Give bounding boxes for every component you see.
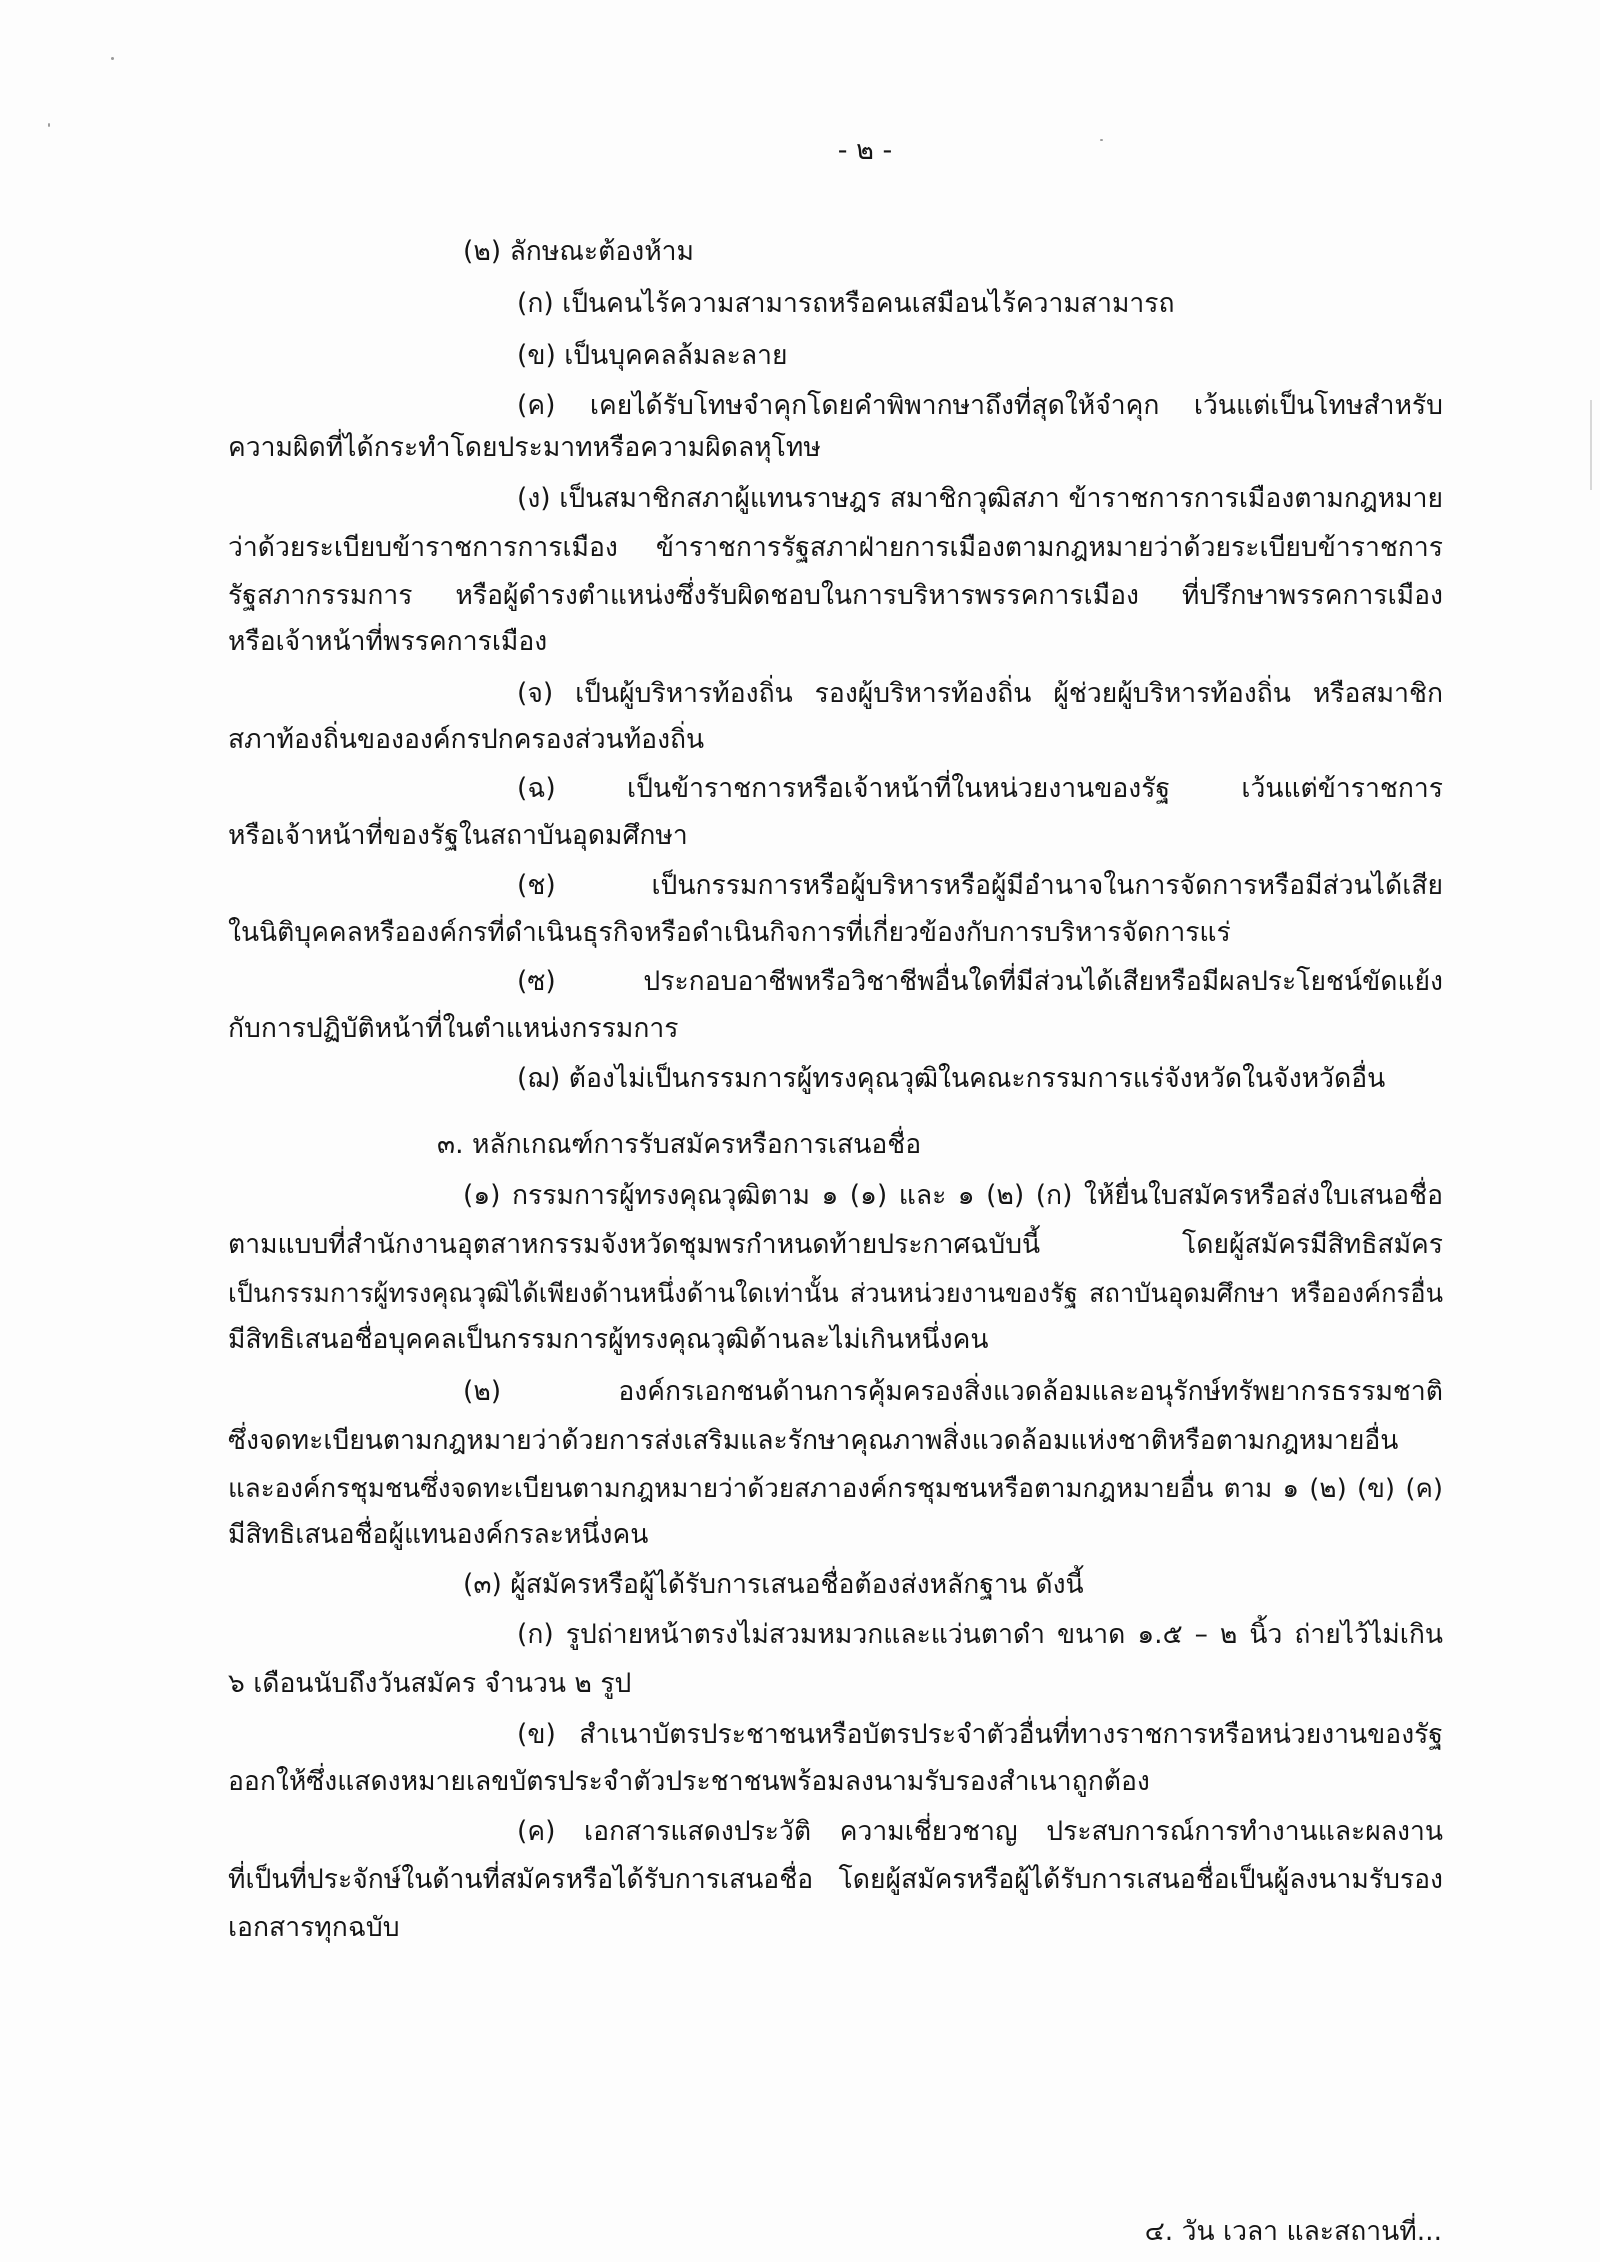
doc-line: (ฉ) เป็นข้าราชการหรือเจ้าหน้าที่ในหน่วยงานของรัฐ เว้นแต่ข้าราชการ	[517, 773, 1443, 804]
doc-line: หรือเจ้าหน้าที่พรรคการเมือง	[228, 626, 548, 657]
doc-line: รัฐสภากรรมการ หรือผู้ดำรงตำแหน่งซึ่งรับผิดชอบในการบริหารพรรคการเมือง ที่ปรึกษาพรรคการเมือง	[228, 580, 1443, 611]
doc-line: (ค) เอกสารแสดงประวัติ ความเชี่ยวชาญ ประสบการณ์การทำงานและผลงาน	[517, 1816, 1443, 1847]
doc-line: ที่เป็นที่ประจักษ์ในด้านที่สมัครหรือได้รับการเสนอชื่อ โดยผู้สมัครหรือผู้ได้รับการเสนอชื่อเป็นผู้ลงนามรับรอง	[228, 1864, 1443, 1895]
doc-line: (ซ) ประกอบอาชีพหรือวิชาชีพอื่นใดที่มีส่วนได้เสียหรือมีผลประโยชน์ขัดแย้ง	[517, 966, 1443, 997]
doc-line: เอกสารทุกฉบับ	[228, 1912, 400, 1943]
doc-line: (ข) สำเนาบัตรประชาชนหรือบัตรประจำตัวอื่นที่ทางราชการหรือหน่วยงานของรัฐ	[517, 1719, 1443, 1750]
section-heading: ๓. หลักเกณฑ์การรับสมัครหรือการเสนอชื่อ	[437, 1129, 922, 1160]
page-number: - ๒ -	[837, 135, 893, 166]
scan-edge-mark	[1590, 400, 1592, 490]
scan-speck	[111, 57, 114, 60]
scan-speck	[48, 123, 50, 127]
doc-line: (ค) เคยได้รับโทษจำคุกโดยคำพิพากษาถึงที่สุดให้จำคุก เว้นแต่เป็นโทษสำหรับ	[517, 390, 1443, 421]
doc-line: (๑) กรรมการผู้ทรงคุณวุฒิตาม ๑ (๑) และ ๑ (๒) (ก) ให้ยื่นใบสมัครหรือส่งใบเสนอชื่อ	[463, 1180, 1443, 1211]
doc-line: สภาท้องถิ่นขององค์กรปกครองส่วนท้องถิ่น	[228, 724, 705, 755]
doc-line: (จ) เป็นผู้บริหารท้องถิ่น รองผู้บริหารท้องถิ่น ผู้ช่วยผู้บริหารท้องถิ่น หรือสมาชิก	[517, 678, 1443, 709]
doc-line: มีสิทธิเสนอชื่อบุคคลเป็นกรรมการผู้ทรงคุณวุฒิด้านละไม่เกินหนึ่งคน	[228, 1324, 989, 1355]
doc-line: (ก) รูปถ่ายหน้าตรงไม่สวมหมวกและแว่นตาดำ ขนาด ๑.๕ – ๒ นิ้ว ถ่ายไว้ไม่เกิน	[517, 1619, 1443, 1650]
doc-line: ออกให้ซึ่งแสดงหมายเลขบัตรประจำตัวประชาชนพร้อมลงนามรับรองสำเนาถูกต้อง	[228, 1766, 1150, 1797]
doc-line: ตามแบบที่สำนักงานอุตสาหกรรมจังหวัดชุมพรกำหนดท้ายประกาศฉบับนี้ โดยผู้สมัครมีสิทธิสมัคร	[228, 1229, 1443, 1260]
doc-line: (๒) ลักษณะต้องห้าม	[463, 236, 695, 267]
doc-line: ๖ เดือนนับถึงวันสมัคร จำนวน ๒ รูป	[228, 1668, 632, 1699]
doc-line: (๓) ผู้สมัครหรือผู้ได้รับการเสนอชื่อต้องส่งหลักฐาน ดังนี้	[463, 1569, 1084, 1600]
doc-line: (ก) เป็นคนไร้ความสามารถหรือคนเสมือนไร้ความสามารถ	[517, 288, 1175, 319]
doc-line: ในนิติบุคคลหรือองค์กรที่ดำเนินธุรกิจหรือดำเนินกิจการที่เกี่ยวข้องกับการบริหารจัดการแร่	[228, 917, 1231, 948]
doc-line: ความผิดที่ได้กระทำโดยประมาทหรือความผิดลหุโทษ	[228, 432, 821, 463]
continuation-footer: ๔. วัน เวลา และสถานที่...	[1144, 2216, 1442, 2247]
doc-line: (ง) เป็นสมาชิกสภาผู้แทนราษฎร สมาชิกวุฒิสภา ข้าราชการการเมืองตามกฎหมาย	[517, 483, 1443, 514]
doc-line: และองค์กรชุมชนซึ่งจดทะเบียนตามกฎหมายว่าด้วยสภาองค์กรชุมชนหรือตามกฎหมายอื่น ตาม ๑ (๒) (ข) (ค)	[228, 1474, 1443, 1504]
doc-line: ว่าด้วยระเบียบข้าราชการการเมือง ข้าราชการรัฐสภาฝ่ายการเมืองตามกฎหมายว่าด้วยระเบียบข้าราชการ	[228, 532, 1443, 563]
doc-line: (๒) องค์กรเอกชนด้านการคุ้มครองสิ่งแวดล้อมและอนุรักษ์ทรัพยากรธรรมชาติ	[463, 1376, 1443, 1407]
doc-line: (ข) เป็นบุคคลล้มละลาย	[517, 340, 788, 371]
doc-line: กับการปฏิบัติหน้าที่ในตำแหน่งกรรมการ	[228, 1013, 679, 1044]
doc-line: (ฌ) ต้องไม่เป็นกรรมการผู้ทรงคุณวุฒิในคณะกรรมการแร่จังหวัดในจังหวัดอื่น	[517, 1063, 1386, 1094]
doc-line: มีสิทธิเสนอชื่อผู้แทนองค์กรละหนึ่งคน	[228, 1519, 649, 1550]
doc-line: (ช) เป็นกรรมการหรือผู้บริหารหรือผู้มีอำนาจในการจัดการหรือมีส่วนได้เสีย	[517, 870, 1443, 901]
doc-line: ซึ่งจดทะเบียนตามกฎหมายว่าด้วยการส่งเสริมและรักษาคุณภาพสิ่งแวดล้อมแห่งชาติหรือตามกฎหมายอื่น	[228, 1425, 1399, 1456]
doc-line: หรือเจ้าหน้าที่ของรัฐในสถาบันอุดมศึกษา	[228, 820, 688, 851]
doc-line: เป็นกรรมการผู้ทรงคุณวุฒิได้เพียงด้านหนึ่งด้านใดเท่านั้น ส่วนหน่วยงานของรัฐ สถาบันอุดมศึกษา หรือองค์กรอื่น	[228, 1279, 1443, 1309]
